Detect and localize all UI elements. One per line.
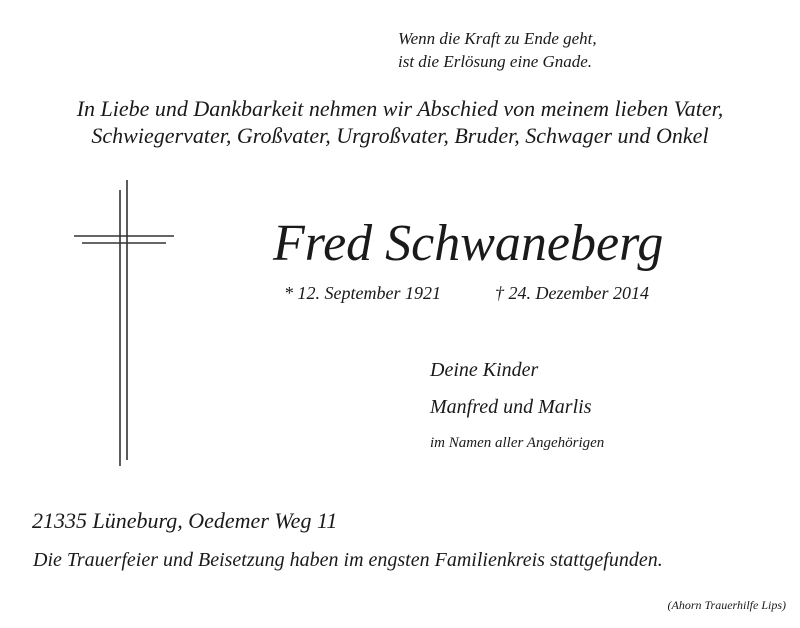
funeral-home-credit: (Ahorn Trauerhilfe Lips) xyxy=(667,598,786,612)
mourners-line-1: Deine Kinder xyxy=(430,359,539,381)
motto-line-2: ist die Erlösung eine Gnade. xyxy=(398,52,593,71)
birth-date: * 12. September 1921 xyxy=(284,283,441,303)
cross-icon xyxy=(74,180,174,466)
intro-line-1: In Liebe und Dankbarkeit nehmen wir Abschied von meinem lieben Vater, xyxy=(76,96,724,121)
intro-line-2: Schwiegervater, Großvater, Urgroßvater, Bruder, Schwager und Onkel xyxy=(91,123,709,148)
address: 21335 Lüneburg, Oedemer Weg 11 xyxy=(32,508,338,533)
death-date: † 24. Dezember 2014 xyxy=(495,283,649,303)
mourners-line-3: im Namen aller Angehörigen xyxy=(430,435,605,451)
deceased-name: Fred Schwaneberg xyxy=(273,215,664,272)
motto xyxy=(398,27,597,73)
motto-line-1: Wenn die Kraft zu Ende geht, xyxy=(398,29,597,48)
mourners-line-2: Manfred und Marlis xyxy=(430,396,592,418)
ceremony-note: Die Trauerfeier und Beisetzung haben im engsten Familienkreis stattgefunden. xyxy=(33,549,663,571)
